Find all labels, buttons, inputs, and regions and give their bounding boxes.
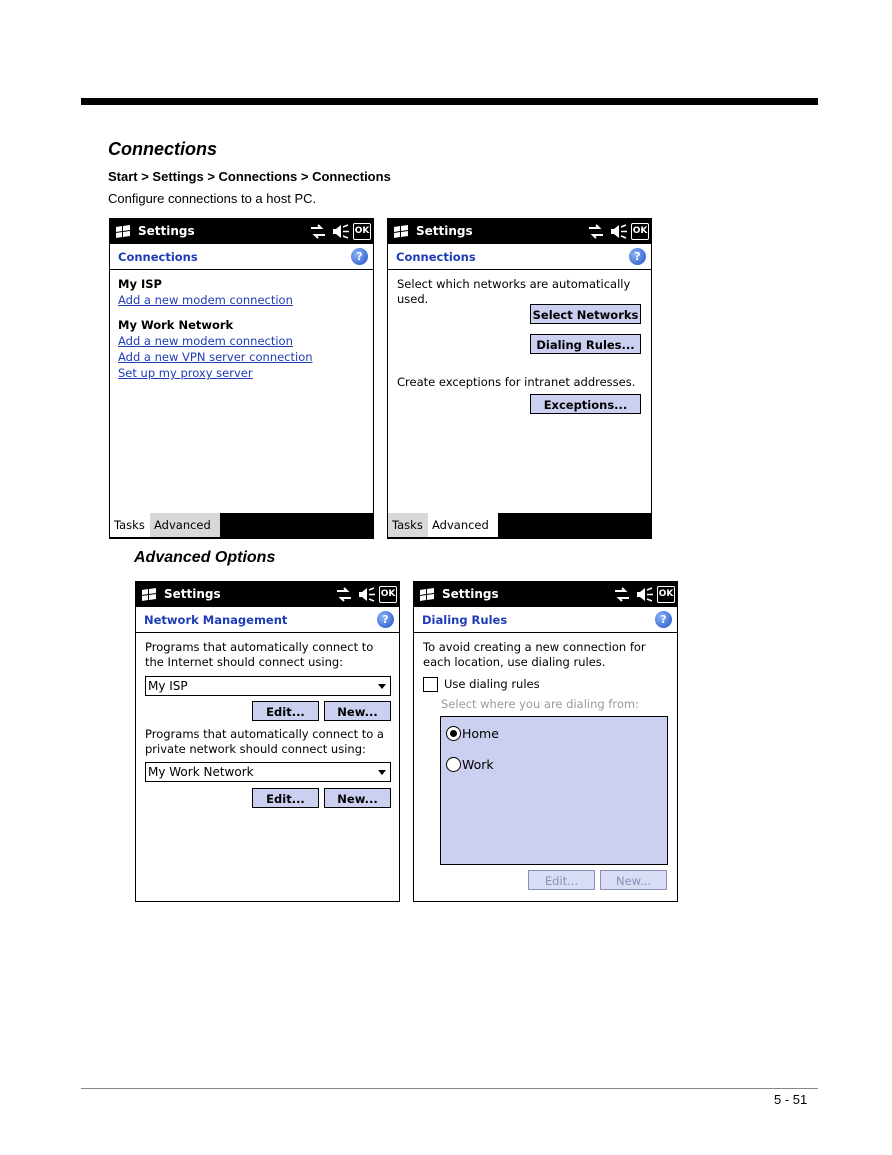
advanced-options-heading: Advanced Options xyxy=(134,549,276,566)
help-icon[interactable]: ? xyxy=(351,248,368,265)
group-title-my-isp: My ISP xyxy=(118,277,162,291)
screen-connections-tasks xyxy=(109,218,374,539)
screen-network-management xyxy=(135,581,400,902)
ok-button[interactable]: OK xyxy=(657,586,675,603)
connectivity-icon[interactable] xyxy=(335,587,353,602)
tab-bar xyxy=(110,513,373,538)
internet-connection-select[interactable] xyxy=(145,676,391,696)
page-title: Connections xyxy=(108,139,218,159)
new-location-button[interactable]: New... xyxy=(600,870,667,890)
private-connect-text: Programs that automatically connect to a private network should connect using: xyxy=(145,727,384,756)
screen-header xyxy=(136,607,399,633)
tab-advanced[interactable]: Advanced xyxy=(150,513,220,537)
use-dialing-rules-checkbox[interactable] xyxy=(423,677,438,692)
page-number: 5 - 51 xyxy=(774,1092,808,1107)
edit-private-button[interactable]: Edit... xyxy=(252,788,319,808)
link-add-modem-isp[interactable]: Add a new modem connection xyxy=(118,293,293,307)
tab-tasks[interactable]: Tasks xyxy=(388,513,430,537)
windows-start-icon[interactable] xyxy=(141,587,157,602)
connectivity-icon[interactable] xyxy=(309,224,327,239)
edit-internet-button[interactable]: Edit... xyxy=(252,701,319,721)
title-bar xyxy=(110,219,373,244)
tab-bar xyxy=(388,513,651,538)
help-icon[interactable]: ? xyxy=(629,248,646,265)
windows-start-icon[interactable] xyxy=(393,224,409,239)
footer-rule xyxy=(81,1088,818,1089)
ok-button[interactable]: OK xyxy=(631,223,649,240)
link-proxy-server[interactable]: Set up my proxy server xyxy=(118,366,253,380)
windows-start-icon[interactable] xyxy=(419,587,435,602)
exceptions-button[interactable]: Exceptions... xyxy=(530,394,641,414)
screen-header xyxy=(414,607,677,633)
group-title-work-network: My Work Network xyxy=(118,318,234,332)
speaker-icon[interactable] xyxy=(358,586,376,603)
radio-home-label: Home xyxy=(462,726,499,741)
tab-tasks[interactable]: Tasks xyxy=(110,513,152,537)
screen-header-title: Connections xyxy=(118,250,198,264)
title-text: Settings xyxy=(442,587,499,601)
screen-connections-advanced xyxy=(387,218,652,539)
screen-header xyxy=(388,244,651,270)
private-connection-select[interactable] xyxy=(145,762,391,782)
chevron-down-icon xyxy=(378,684,386,689)
title-bar xyxy=(136,582,399,607)
speaker-icon[interactable] xyxy=(610,223,628,240)
connectivity-icon[interactable] xyxy=(613,587,631,602)
screen-header xyxy=(110,244,373,270)
select-networks-button[interactable]: Select Networks xyxy=(530,304,641,324)
link-add-modem-work[interactable]: Add a new modem connection xyxy=(118,334,293,348)
new-private-button[interactable]: New... xyxy=(324,788,391,808)
new-internet-button[interactable]: New... xyxy=(324,701,391,721)
private-connection-value: My Work Network xyxy=(148,765,254,779)
screen-header-title: Connections xyxy=(396,250,476,264)
ok-button[interactable]: OK xyxy=(379,586,397,603)
title-bar xyxy=(414,582,677,607)
edit-location-button[interactable]: Edit... xyxy=(528,870,595,890)
internet-connect-text: Programs that automatically connect to the Internet should connect using: xyxy=(145,640,374,669)
select-networks-text: Select which networks are automatically used. xyxy=(397,277,631,306)
chevron-down-icon xyxy=(378,770,386,775)
connectivity-icon[interactable] xyxy=(587,224,605,239)
radio-work-label: Work xyxy=(462,757,494,772)
title-text: Settings xyxy=(416,224,473,238)
select-location-label: Select where you are dialing from: xyxy=(441,697,639,711)
section-description: Configure connections to a host PC. xyxy=(108,191,317,206)
help-icon[interactable]: ? xyxy=(377,611,394,628)
title-text: Settings xyxy=(138,224,195,238)
use-dialing-rules-label: Use dialing rules xyxy=(444,677,540,691)
location-listbox xyxy=(440,716,668,865)
speaker-icon[interactable] xyxy=(332,223,350,240)
link-add-vpn[interactable]: Add a new VPN server connection xyxy=(118,350,313,364)
internet-connection-value: My ISP xyxy=(148,679,188,693)
dialing-info-text: To avoid creating a new connection for each location, use dialing rules. xyxy=(423,640,646,669)
screen-header-title: Dialing Rules xyxy=(422,613,508,627)
screen-dialing-rules xyxy=(413,581,678,902)
tab-advanced[interactable]: Advanced xyxy=(428,513,498,537)
exceptions-text: Create exceptions for intranet addresses. xyxy=(397,375,636,389)
header-rule xyxy=(81,98,818,105)
navigation-path: Start > Settings > Connections > Connections xyxy=(108,169,391,184)
ok-button[interactable]: OK xyxy=(353,223,371,240)
screen-header-title: Network Management xyxy=(144,613,288,627)
windows-start-icon[interactable] xyxy=(115,224,131,239)
help-icon[interactable]: ? xyxy=(655,611,672,628)
speaker-icon[interactable] xyxy=(636,586,654,603)
radio-home[interactable] xyxy=(446,726,461,741)
radio-work[interactable] xyxy=(446,757,461,772)
dialing-rules-button[interactable]: Dialing Rules... xyxy=(530,334,641,354)
title-text: Settings xyxy=(164,587,221,601)
connections-list xyxy=(118,277,365,380)
title-bar xyxy=(388,219,651,244)
